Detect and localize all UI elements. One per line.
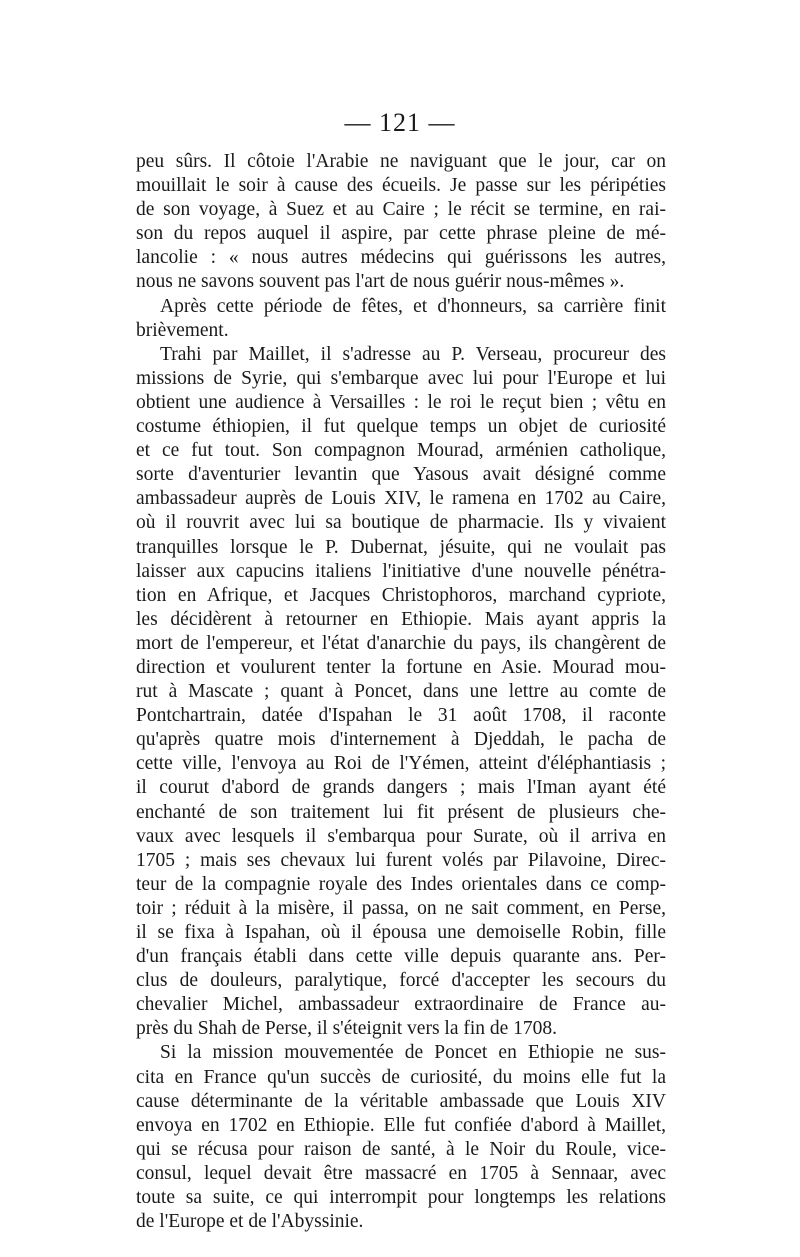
text-line: brièvement. [136, 319, 229, 341]
text-line: nous ne savons souvent pas l'art de nous guérir nous-mêmes ». [136, 271, 625, 293]
text-line: Pontchartrain, datée d'Ispahan le 31 août 1708, il raconte [136, 705, 666, 727]
text-line: cette ville, l'envoya au Roi de l'Yémen, atteint d'éléphantiasis ; [136, 753, 666, 775]
text-line: toir ; réduit à la misère, il passa, on ne sait comment, en Perse, [136, 897, 666, 919]
page-number: — 121 — [344, 108, 456, 137]
text-line: sorte d'aventurier levantin que Yasous avait désigné comme [136, 464, 666, 486]
text-line: et ce fut tout. Son compagnon Mourad, arménien catholique, [136, 440, 666, 462]
text-line: son du repos auquel il aspire, par cette phrase pleine de mé- [136, 223, 666, 245]
body-text [136, 150, 666, 1234]
text-line: costume éthiopien, il fut quelque temps un objet de curiosité [136, 416, 666, 438]
text-line: il courut d'abord de grands dangers ; mais l'Iman ayant été [136, 777, 666, 799]
text-line: vaux avec lesquels il s'embarqua pour Surate, où il arriva en [136, 825, 666, 847]
text-line: ambassadeur auprès de Louis XIV, le ramena en 1702 au Caire, [136, 488, 666, 510]
text-line: tion en Afrique, et Jacques Christophoros, marchand cypriote, [136, 584, 666, 606]
text-line: laisser aux capucins italiens l'initiative d'une nouvelle pénétra- [136, 560, 666, 582]
text-line: obtient une audience à Versailles : le roi le reçut bien ; vêtu en [136, 391, 666, 413]
text-line: 1705 ; mais ses chevaux lui furent volés par Pilavoine, Direc- [136, 849, 666, 871]
text-line: clus de douleurs, paralytique, forcé d'accepter les secours du [136, 970, 666, 992]
text-line: chevalier Michel, ambassadeur extraordinaire de France au- [136, 994, 666, 1016]
text-line: cause déterminante de la véritable ambassade que Louis XIV [136, 1090, 666, 1112]
text-line: qui se récusa pour raison de santé, à le Noir du Roule, vice- [136, 1138, 666, 1160]
text-line: toute sa suite, ce qui interrompit pour longtemps les relations [136, 1187, 666, 1209]
text-line: il se fixa à Ispahan, où il épousa une demoiselle Robin, fille [136, 922, 666, 943]
text-line: lancolie : « nous autres médecins qui guérissons les autres, [136, 247, 666, 269]
text-line: mouillait le soir à cause des écueils. Je passe sur les péripéties [136, 175, 666, 197]
text-line: de son voyage, à Suez et au Caire ; le récit se termine, en rai- [136, 199, 666, 221]
text-line: direction et voulurent tenter la fortune en Asie. Mourad mou- [136, 656, 666, 678]
text-line: Si la mission mouvementée de Poncet en Ethiopie ne sus- [160, 1042, 666, 1064]
text-line: près du Shah de Perse, il s'éteignit vers la fin de 1708. [136, 1018, 558, 1040]
text-line: rut à Mascate ; quant à Poncet, dans une lettre au comte de [136, 681, 666, 703]
text-line: peu sûrs. Il côtoie l'Arabie ne naviguant que le jour, car on [136, 151, 666, 172]
text-line: missions de Syrie, qui s'embarque avec lui pour l'Europe et lui [136, 367, 666, 389]
text-line: teur de la compagnie royale des Indes orientales dans ce comp- [136, 873, 666, 895]
text-line: Trahi par Maillet, il s'adresse au P. Verseau, procureur des [160, 343, 666, 365]
text-line: Après cette période de fêtes, et d'honneurs, sa carrière finit [160, 295, 666, 317]
text-line: tranquilles lorsque le P. Dubernat, jésuite, qui ne voulait pas [136, 536, 666, 558]
text-line: d'un français établi dans cette ville depuis quarante ans. Per- [136, 946, 666, 968]
text-line: de l'Europe et de l'Abyssinie. [136, 1211, 364, 1233]
text-line: envoya en 1702 en Ethiopie. Elle fut confiée d'abord à Maillet, [136, 1114, 666, 1136]
text-line: les décidèrent à retourner en Ethiopie. Mais ayant appris la [136, 608, 666, 630]
text-line: où il rouvrit avec lui sa boutique de pharmacie. Ils y vivaient [136, 512, 666, 534]
text-line: mort de l'empereur, et l'état d'anarchie du pays, ils changèrent de [136, 632, 666, 654]
text-line: qu'après quatre mois d'internement à Djeddah, le pacha de [136, 729, 666, 751]
text-line: enchanté de son traitement lui fit présent de plusieurs che- [136, 801, 666, 823]
text-line: cita en France qu'un succès de curiosité, du moins elle fut la [136, 1066, 666, 1088]
text-line: consul, lequel devait être massacré en 1705 à Sennaar, avec [136, 1162, 666, 1184]
